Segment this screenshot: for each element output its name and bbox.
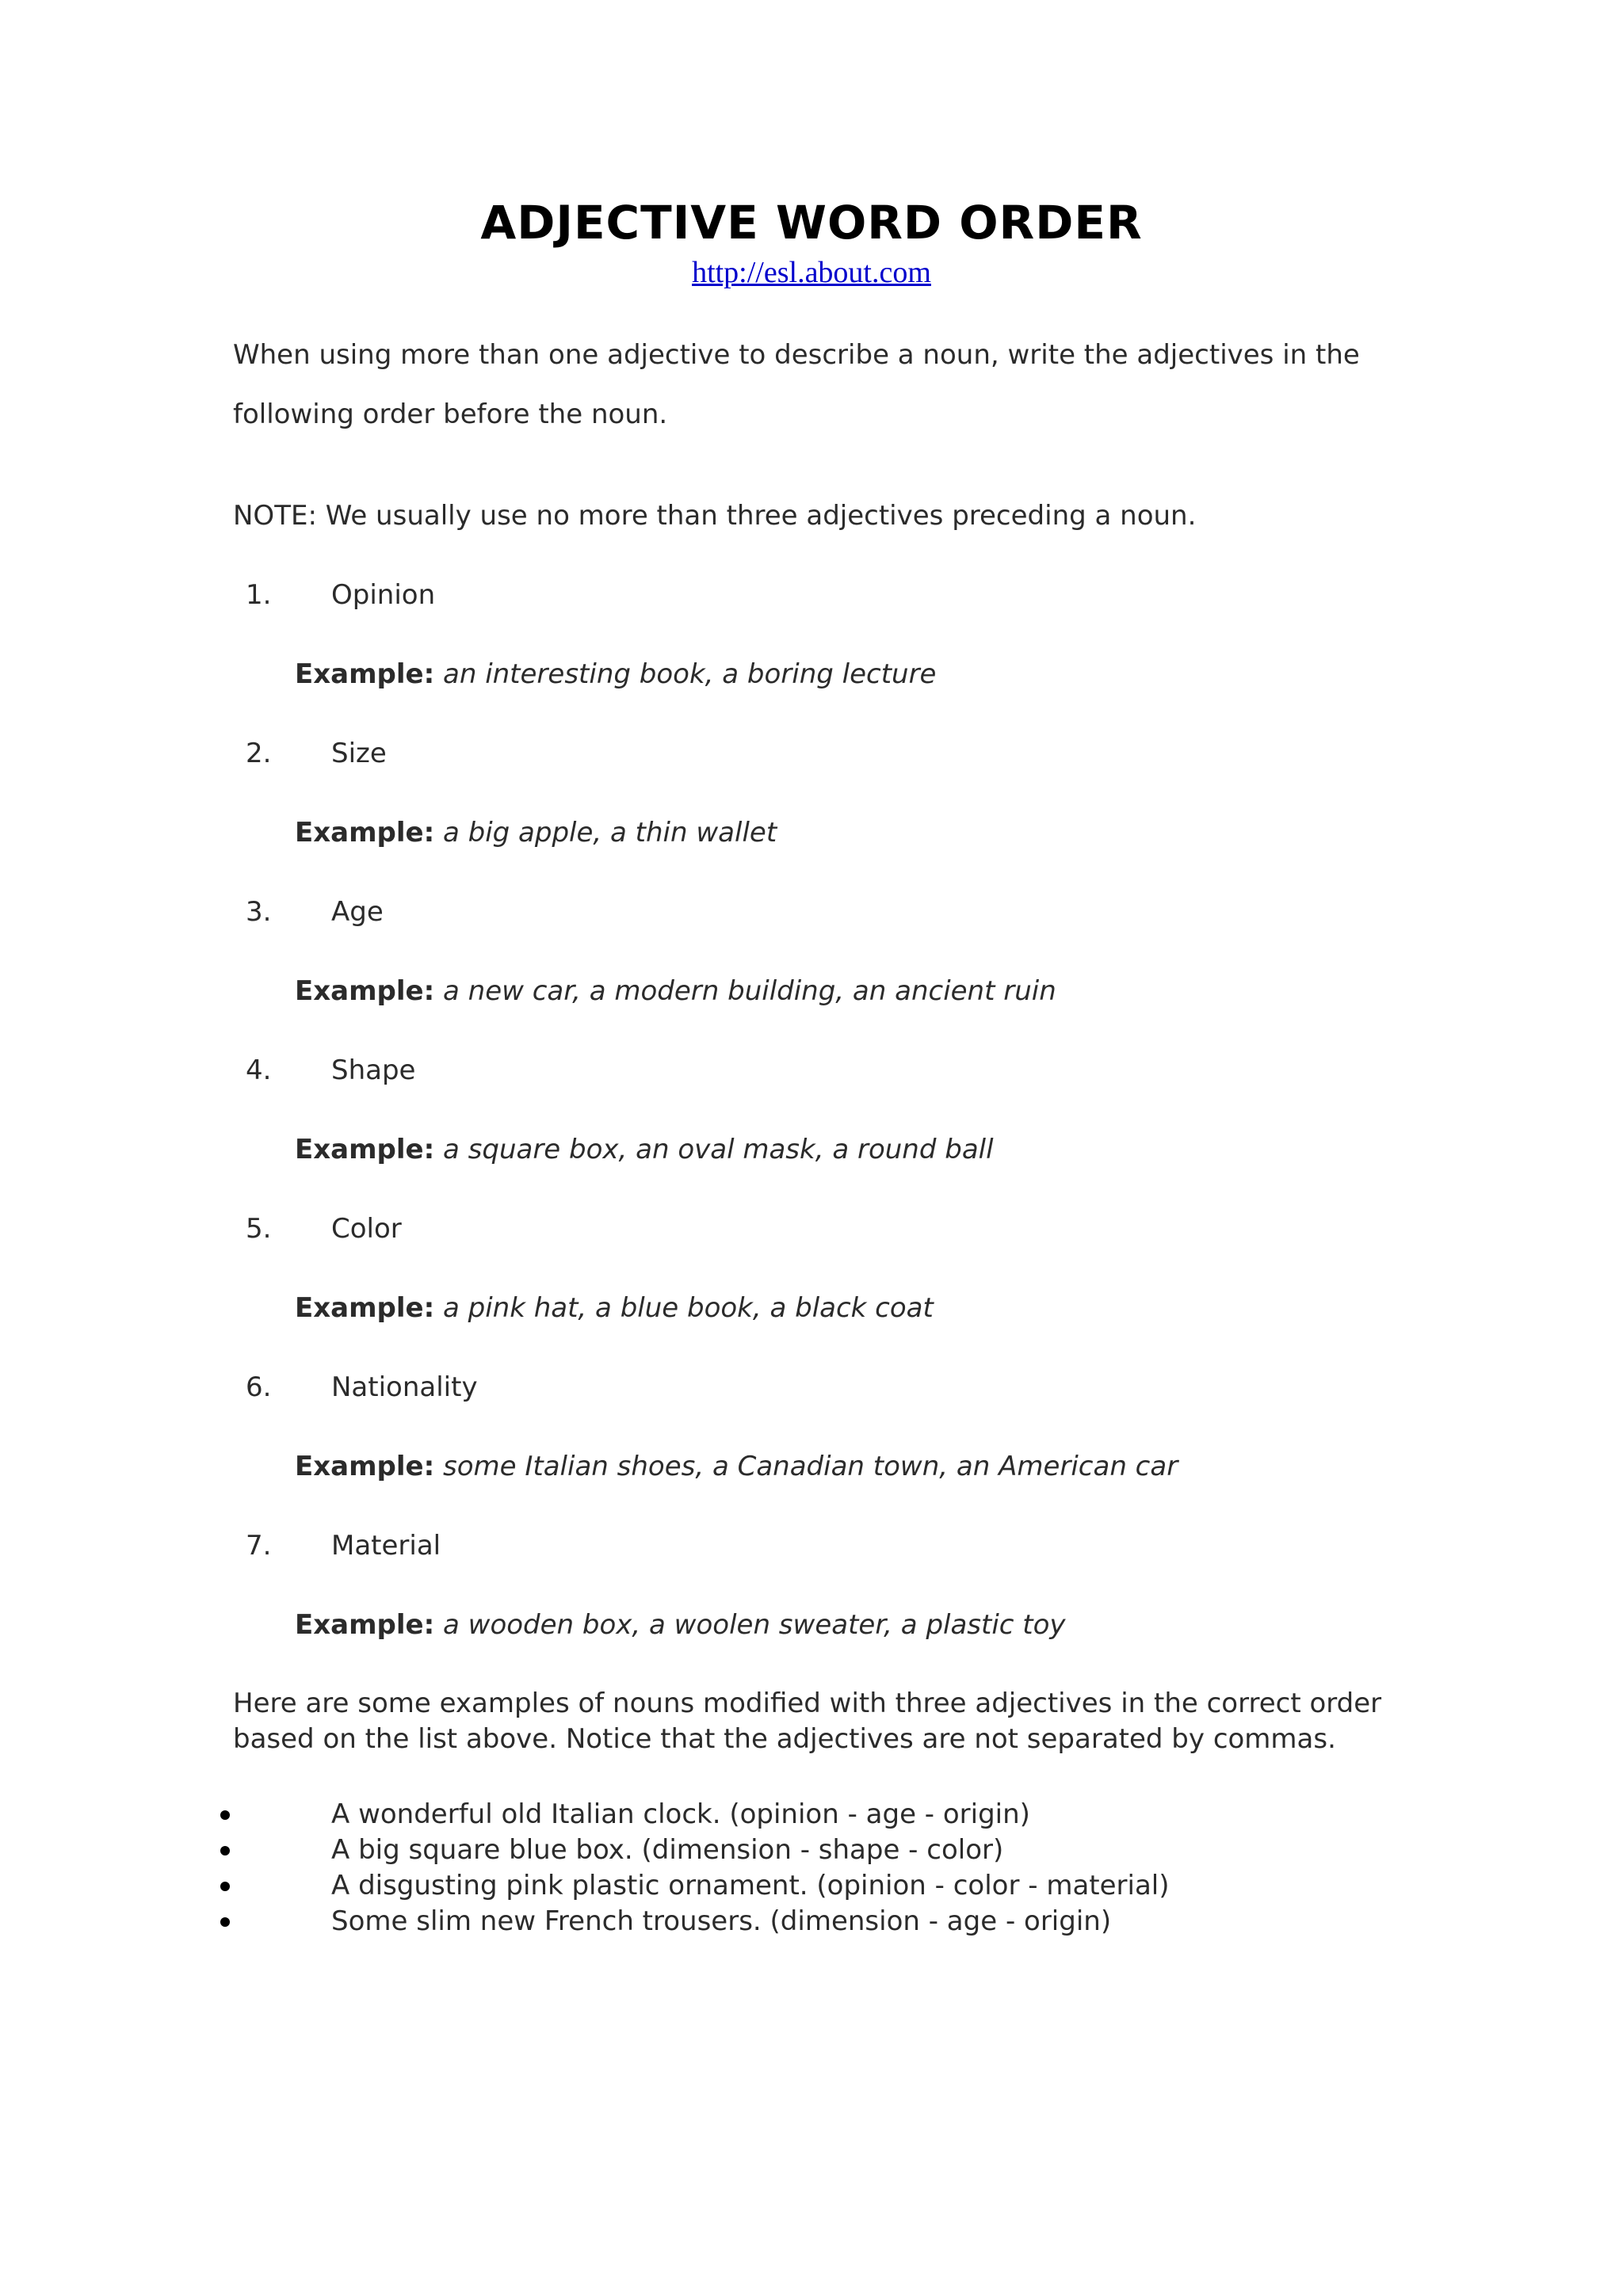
list-item — [0, 1526, 1623, 1684]
bullet-text: Some slim new French trousers. (dimension - age - origin) — [331, 1905, 1112, 1937]
bullet-item — [0, 1868, 1623, 1904]
list-item — [0, 1051, 1623, 1209]
example-label: Example: — [295, 817, 435, 849]
bullet-text: A disgusting pink plastic ornament. (opinion - color - material) — [331, 1870, 1170, 1901]
item-label: Nationality — [331, 1371, 478, 1403]
item-label: Shape — [331, 1055, 416, 1086]
list-item — [0, 734, 1623, 892]
bullet-icon — [220, 1917, 230, 1927]
example-text: a new car, a modern building, an ancient ruin — [443, 975, 1056, 1007]
item-label: Age — [331, 896, 384, 928]
bullet-text: A big square blue box. (dimension - shape - color) — [331, 1834, 1004, 1866]
item-example — [295, 1447, 1178, 1486]
example-text: an interesting book, a boring lecture — [443, 658, 937, 690]
item-number: 2. — [246, 738, 272, 769]
example-text: a square box, an oval mask, a round ball — [443, 1134, 994, 1165]
bullet-text: A wonderful old Italian clock. (opinion - age - origin) — [331, 1798, 1030, 1830]
item-example — [295, 654, 936, 694]
bullet-icon — [220, 1846, 230, 1855]
item-example — [295, 1130, 994, 1169]
item-number: 7. — [246, 1530, 272, 1562]
item-label: Color — [331, 1213, 402, 1245]
item-number: 3. — [246, 896, 272, 928]
item-number: 5. — [246, 1213, 272, 1245]
item-label: Opinion — [331, 579, 436, 611]
bullet-item — [0, 1797, 1623, 1833]
example-label: Example: — [295, 1134, 435, 1165]
examples-bullet-list — [0, 1797, 1623, 1939]
example-text: a pink hat, a blue book, a black coat — [443, 1292, 934, 1324]
intro-paragraph: When using more than one adjective to describe a noun, write the adjectives in the following order before the noun. — [233, 339, 1360, 430]
bullet-icon — [220, 1810, 230, 1820]
item-example — [295, 971, 1056, 1011]
bullet-item — [0, 1833, 1623, 1868]
item-example — [295, 1288, 934, 1328]
item-number: 6. — [246, 1371, 272, 1403]
example-text: a wooden box, a woolen sweater, a plastic toy — [443, 1609, 1066, 1641]
bullet-item — [0, 1904, 1623, 1939]
example-text: a big apple, a thin wallet — [443, 817, 777, 849]
document-title: ADJECTIVE WORD ORDER — [480, 196, 1143, 250]
source-link[interactable]: http://esl.about.com — [692, 256, 931, 289]
bullet-icon — [220, 1882, 230, 1891]
item-label: Size — [331, 738, 387, 769]
note-paragraph: NOTE: We usually use no more than three adjectives preceding a noun. — [233, 500, 1197, 532]
adjective-order-list — [0, 575, 1623, 1684]
example-label: Example: — [295, 1292, 435, 1324]
list-item — [0, 575, 1623, 734]
list-item — [0, 892, 1623, 1051]
example-label: Example: — [295, 1609, 435, 1641]
item-example — [295, 1605, 1066, 1645]
example-label: Example: — [295, 658, 435, 690]
example-label: Example: — [295, 975, 435, 1007]
item-label: Material — [331, 1530, 441, 1562]
summary-paragraph: Here are some examples of nouns modified with three adjectives in the correct order based on the list above. Notice that the adjectives are not separated by commas. — [233, 1688, 1382, 1755]
example-text: some Italian shoes, a Canadian town, an American car — [443, 1451, 1178, 1482]
item-number: 1. — [246, 579, 272, 611]
list-item — [0, 1367, 1623, 1526]
example-label: Example: — [295, 1451, 435, 1482]
item-example — [295, 813, 777, 852]
list-item — [0, 1209, 1623, 1367]
item-number: 4. — [246, 1055, 272, 1086]
